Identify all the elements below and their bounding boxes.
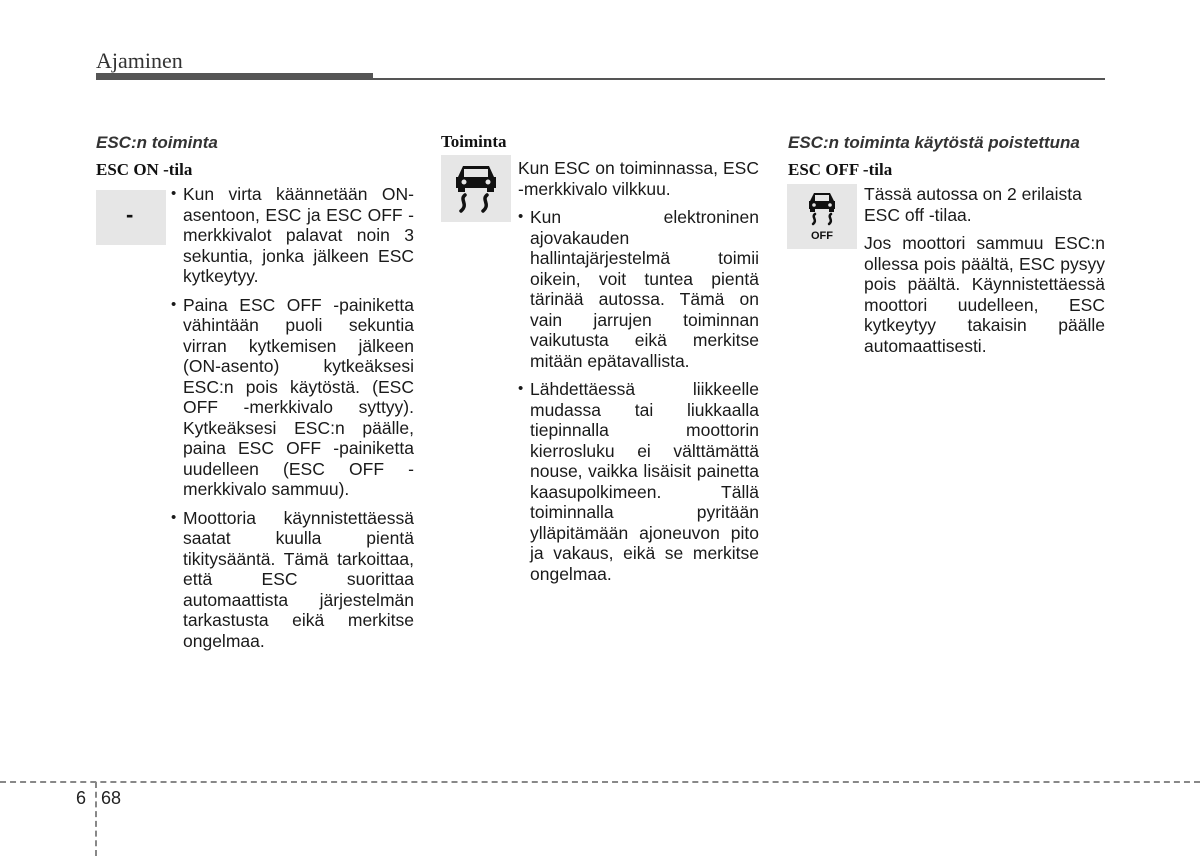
subtitle-operation: Toiminta — [441, 132, 507, 151]
esc-on-bullets — [171, 184, 414, 659]
subtitle-esc-off-mode: ESC OFF -tila — [788, 160, 893, 179]
bullet-item: • Kun virta käännetään ON-asentoon, ESC ja ESC OFF -merkkivalot palavat noin 3 sekuntia, jonka jälkeen ESC kytkeytyy. — [171, 184, 414, 287]
footer-dashed-divider — [95, 782, 97, 856]
esc-off-paragraph-2: Jos moottori sammuu ESC:n ollessa pois päältä, ESC pysyy pois päältä. Käynnistettäessä moottori uudelleen, ESC kytkeytyy takaisin päälle automaattisesti. — [864, 233, 1105, 356]
esc-indicator-icon: - — [126, 202, 134, 227]
chapter-number: 6 — [76, 788, 87, 808]
esc-skid-car-icon — [441, 155, 511, 222]
page-number: 68 — [101, 788, 122, 808]
footer-dashed-rule — [0, 781, 1200, 783]
header-rule-thick — [96, 73, 373, 80]
esc-icon-box — [441, 155, 511, 222]
bullet-item: • Lähdettäessä liikkeelle mudassa tai liukkaalla tiepinnalla moottorin kierrosluku ei välttämättä nouse, vaikka lisäisit painetta kaasupolkimeen. Tällä toiminnalla pyritään ylläpitämään ajoneuvon pito ja vakaus, eikä se merkitse ongelmaa. — [518, 379, 759, 584]
header-rule-thin — [373, 78, 1105, 80]
operation-intro: Kun ESC on toiminnassa, ESC -merkkivalo vilkkuu. — [518, 158, 759, 199]
section-title-esc-off: ESC:n toiminta käytöstä poistettuna — [788, 133, 1080, 152]
bullet-item: • Paina ESC OFF -painiketta vähintään puoli sekuntia virran kytkemisen jälkeen (ON-asento) kytkeäksesi ESC:n pois käytöstä. (ESC OFF -merkkivalo syttyy). Kytkeäksesi ESC:n päälle, paina ESC OFF -painiketta uudelleen (ESC OFF -merkkivalo sammuu). — [171, 295, 414, 500]
esc-off-paragraph-1: Tässä autossa on 2 erilaista ESC off -tilaa. — [864, 184, 1082, 225]
esc-indicator-icon-box — [96, 190, 166, 245]
operation-bullets — [518, 207, 759, 592]
section-title-esc-operation: ESC:n toiminta — [96, 133, 218, 152]
esc-off-icon-label: OFF — [811, 230, 833, 242]
bullet-item: • Moottoria käynnistettäessä saatat kuulla pientä tikitysääntä. Tämä tarkoittaa, että ESC suorittaa automaattista järjestelmän tarkastusta eikä merkitse ongelmaa. — [171, 508, 414, 652]
bullet-item: • Kun elektroninen ajovakauden hallintajärjestelmä toimii oikein, voit tuntea pientä tärinää autossa. Tämä on vain jarrujen toiminnan vaikutusta eikä merkitse mitään epätavallista. — [518, 207, 759, 371]
subtitle-esc-on-mode: ESC ON -tila — [96, 160, 193, 179]
running-header-title: Ajaminen — [96, 48, 183, 73]
esc-off-icon-box — [787, 184, 857, 249]
